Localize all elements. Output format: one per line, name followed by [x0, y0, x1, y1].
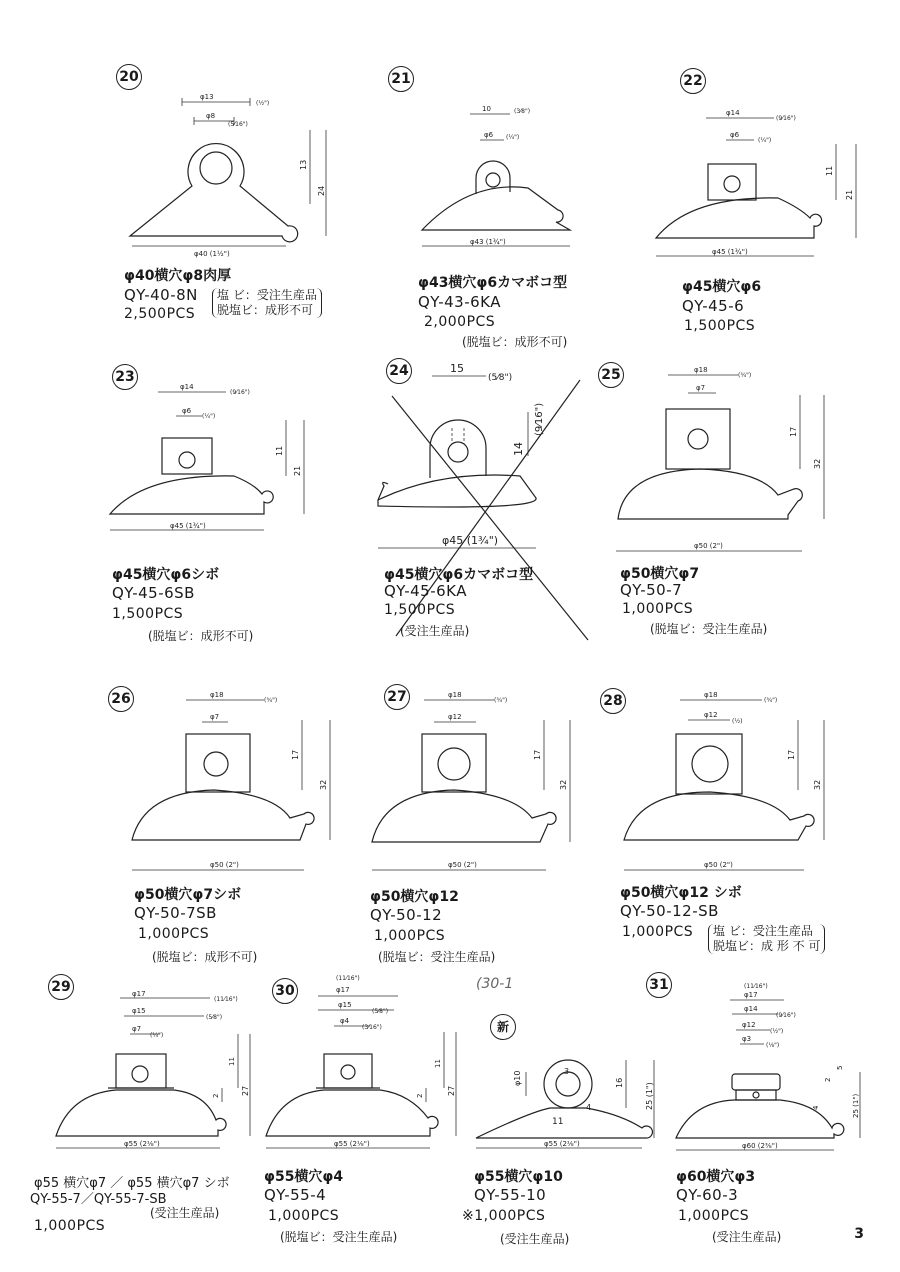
dim-label: (5⁄8") [488, 373, 513, 383]
item-number: 30 [272, 978, 298, 1004]
item-note: (脱塩ビ：受注生産品) [650, 622, 768, 636]
item-title: φ60横穴φ3 [676, 1169, 756, 1185]
item-note [212, 288, 322, 318]
dim-label: φ7 [696, 384, 706, 392]
suction-cup-drawing [104, 380, 334, 550]
dim-label: (9⁄16") [230, 389, 250, 396]
item-quantity: 1,000PCS [622, 924, 694, 940]
dim-label: φ10 [513, 1070, 522, 1086]
item-number: 21 [388, 66, 414, 92]
dim-label: (¾") [494, 697, 508, 704]
dim-label: (5⁄16") [228, 121, 248, 128]
dim-label: φ14 [726, 109, 740, 117]
dim-label: (5⁄8") [206, 1014, 223, 1021]
item-title: φ50横穴φ12 シボ [620, 885, 742, 901]
dim-label: (½") [256, 100, 270, 107]
suction-cup-drawing [650, 100, 870, 265]
dim-label: 17 [533, 749, 542, 760]
item-note: (受注生産品) [712, 1230, 782, 1244]
dim-label: 14 [512, 442, 525, 456]
suction-cup-drawing [120, 90, 350, 260]
item-title: φ50横穴φ12 [370, 889, 459, 905]
dim-label: φ50 (2") [704, 861, 733, 869]
item-title: φ55 横穴φ7 ／ φ55 横穴φ7 シボ [34, 1176, 230, 1191]
suction-cup-drawing [50, 990, 280, 1160]
item-code: QY-45-6KA [384, 582, 467, 600]
dim-label: φ45 (1¾") [170, 522, 206, 530]
dim-label: 2 [212, 1093, 220, 1098]
dim-label: φ6 [730, 131, 740, 139]
dim-label: 11 [275, 445, 284, 456]
note-line: 塩 ビ：受注生産品 [217, 288, 317, 302]
dim-label: 4 [586, 1103, 592, 1112]
item-note: (脱塩ビ：成形不可) [462, 335, 568, 349]
dim-label: (9⁄16") [534, 402, 545, 436]
dim-label: 25 (1") [852, 1093, 860, 1118]
new-badge: 新 [490, 1014, 516, 1040]
suction-cup-drawing [124, 690, 354, 880]
dim-label: 25 (1") [645, 1082, 654, 1110]
dim-label: 13 [299, 159, 308, 170]
item-quantity: 1,000PCS [34, 1218, 106, 1234]
dim-label: (¾") [738, 372, 752, 379]
item-code: QY-40-8N [124, 286, 198, 304]
dim-label: 11 [552, 1117, 564, 1127]
dim-label: 27 [241, 1085, 250, 1096]
dim-label: φ8 [206, 112, 216, 120]
item-quantity: 1,000PCS [374, 928, 446, 944]
item-code: QY-60-3 [676, 1186, 739, 1204]
note-line: 塩 ビ：受注生産品 [713, 924, 813, 938]
dim-label: φ60 (2⅜") [742, 1142, 778, 1150]
dim-label: (¼") [150, 1032, 164, 1039]
dim-label: 32 [319, 779, 328, 790]
dim-label: φ14 [744, 1005, 758, 1013]
item-title: φ50横穴φ7 [620, 566, 700, 582]
dim-label: 17 [787, 749, 796, 760]
item-quantity: 2,000PCS [424, 314, 496, 330]
dim-label: 2 [416, 1093, 424, 1098]
item-number: 24 [386, 358, 412, 384]
item-code: QY-50-7 [620, 581, 683, 599]
dim-label: φ55 (2⅛") [334, 1140, 370, 1148]
dim-label: φ50 (2") [448, 861, 477, 869]
handwritten-label: (30-1 [476, 976, 514, 992]
item-code: QY-55-10 [474, 1186, 547, 1204]
dim-label: 17 [789, 426, 798, 437]
dim-label: 17 [291, 749, 300, 760]
dim-label: φ40 (1½") [194, 250, 230, 258]
item-code: QY-45-6SB [112, 584, 195, 602]
item-number: 29 [48, 974, 74, 1000]
suction-cup-drawing [260, 972, 490, 1156]
dim-label: φ55 (2⅛") [124, 1140, 160, 1148]
item-note: (脱塩ビ：成形不可) [152, 950, 258, 964]
dim-label: φ7 [132, 1025, 142, 1033]
dim-label: φ18 [448, 691, 462, 699]
dim-label: 21 [293, 465, 302, 476]
item-number: 25 [598, 362, 624, 388]
item-number: 28 [600, 688, 626, 714]
dim-label: (¾") [264, 697, 278, 704]
dim-label: (½) [732, 718, 743, 725]
dim-label: 15 [450, 362, 464, 375]
dim-label: (11⁄16") [214, 996, 238, 1003]
dim-label: (3⁄16") [362, 1024, 382, 1031]
item-note: (脱塩ビ：受注生産品) [378, 950, 496, 964]
item-note: (脱塩ビ：受注生産品) [280, 1230, 398, 1244]
item-title: φ45横穴φ6 [682, 279, 762, 295]
item-number: 26 [108, 686, 134, 712]
note-line: 脱塩ビ：成形不可 [217, 303, 314, 317]
dim-label: φ6 [484, 131, 494, 139]
dim-label: 16 [615, 1077, 624, 1088]
dim-label: φ17 [744, 991, 758, 999]
dim-label: (½") [770, 1028, 784, 1035]
suction-cup-drawing [618, 690, 868, 880]
dim-label: 11 [825, 165, 834, 176]
item-title: φ55横穴φ4 [264, 1169, 344, 1185]
dim-label: φ14 [180, 383, 194, 391]
suction-cup-drawing [410, 100, 610, 260]
page-number: 3 [854, 1226, 864, 1242]
dim-label: 4 [812, 1105, 820, 1110]
suction-cup-drawing [470, 1050, 670, 1170]
note-line: 脱塩ビ：成 形 不 可 [713, 939, 821, 953]
item-note [708, 924, 825, 954]
dim-label: 11 [434, 1059, 442, 1068]
dim-label: φ18 [704, 691, 718, 699]
dim-label: (11⁄16") [744, 983, 768, 990]
item-number: 23 [112, 364, 138, 390]
dim-label: 21 [845, 189, 854, 200]
item-note: (受注生産品) [400, 624, 470, 638]
dim-label: 32 [559, 779, 568, 790]
item-title: φ55横穴φ10 [474, 1169, 563, 1185]
dim-label: φ45 (1¾") [712, 248, 748, 256]
dim-label: φ50 (2") [694, 542, 723, 550]
item-quantity: 1,500PCS [384, 602, 456, 618]
dim-label: (¼") [506, 134, 520, 141]
suction-cup-drawing [364, 690, 604, 880]
item-quantity: 1,000PCS [622, 601, 694, 617]
item-code: QY-45-6 [682, 297, 745, 315]
item-number: 22 [680, 68, 706, 94]
dim-label: (9⁄16") [776, 115, 796, 122]
item-quantity: ※1,000PCS [462, 1208, 546, 1224]
dim-label: φ18 [210, 691, 224, 699]
dim-label: φ15 [338, 1001, 352, 1009]
dim-label: (11⁄16") [336, 975, 360, 982]
item-code: QY-50-12 [370, 906, 443, 924]
item-code: QY-43-6KA [418, 293, 501, 311]
dim-label: 32 [813, 458, 822, 469]
item-title: φ40横穴φ8肉厚 [124, 268, 232, 284]
item-title: φ43横穴φ6カマボコ型 [418, 275, 568, 291]
dim-label: φ3 [742, 1035, 752, 1043]
item-quantity: 1,000PCS [138, 926, 210, 942]
item-note: (脱塩ビ：成形不可) [148, 629, 254, 643]
item-code: QY-55-7／QY-55-7-SB [30, 1192, 167, 1207]
dim-label: 10 [482, 105, 491, 113]
dim-label: (3⁄8") [514, 108, 531, 115]
item-code: QY-50-7SB [134, 904, 217, 922]
dim-label: (¼") [758, 137, 772, 144]
dim-label: 2 [824, 1077, 832, 1082]
dim-label: φ18 [694, 366, 708, 374]
dim-label: (¼") [202, 413, 216, 420]
suction-cup-drawing [672, 982, 882, 1152]
dim-label: φ7 [210, 713, 220, 721]
suction-cup-drawing [610, 365, 860, 565]
item-quantity: 1,500PCS [112, 606, 184, 622]
item-number: 31 [646, 972, 672, 998]
item-code: QY-50-12-SB [620, 902, 719, 920]
item-number: 27 [384, 684, 410, 710]
dim-label: 27 [447, 1085, 456, 1096]
dim-label: (¾") [764, 697, 778, 704]
item-title: φ50横穴φ7シボ [134, 887, 242, 903]
dim-label: φ50 (2") [210, 861, 239, 869]
item-quantity: 1,000PCS [268, 1208, 340, 1224]
dim-label: φ17 [336, 986, 350, 994]
item-quantity: 1,500PCS [684, 318, 756, 334]
item-code: QY-55-4 [264, 1186, 327, 1204]
dim-label: φ45 (1¾") [442, 534, 499, 547]
item-number: 20 [116, 64, 142, 90]
item-quantity: 2,500PCS [124, 306, 196, 322]
dim-label: 24 [317, 185, 326, 196]
dim-label: φ15 [132, 1007, 146, 1015]
dim-label: (⅛") [766, 1042, 780, 1049]
dim-label: φ12 [742, 1021, 756, 1029]
dim-label: (5⁄8") [372, 1008, 389, 1015]
item-quantity: 1,000PCS [678, 1208, 750, 1224]
dim-label: 11 [228, 1057, 236, 1066]
dim-label: φ6 [182, 407, 192, 415]
dim-label: φ12 [704, 711, 718, 719]
item-title: φ45横穴φ6カマボコ型 [384, 567, 534, 583]
dim-label: 3 [564, 1067, 570, 1076]
dim-label: φ12 [448, 713, 462, 721]
dim-label: (9⁄16") [776, 1012, 796, 1019]
item-note: (受注生産品) [500, 1232, 570, 1246]
dim-label: φ55 (2⅛") [544, 1140, 580, 1148]
dim-label: φ4 [340, 1017, 350, 1025]
item-note: (受注生産品) [150, 1206, 220, 1220]
dim-label: φ43 (1¾") [470, 238, 506, 246]
item-title: φ45横穴φ6シボ [112, 567, 220, 583]
dim-label: φ13 [200, 93, 214, 101]
dim-label: 5 [836, 1065, 844, 1070]
dim-label: 32 [813, 779, 822, 790]
dim-label: φ17 [132, 990, 146, 998]
